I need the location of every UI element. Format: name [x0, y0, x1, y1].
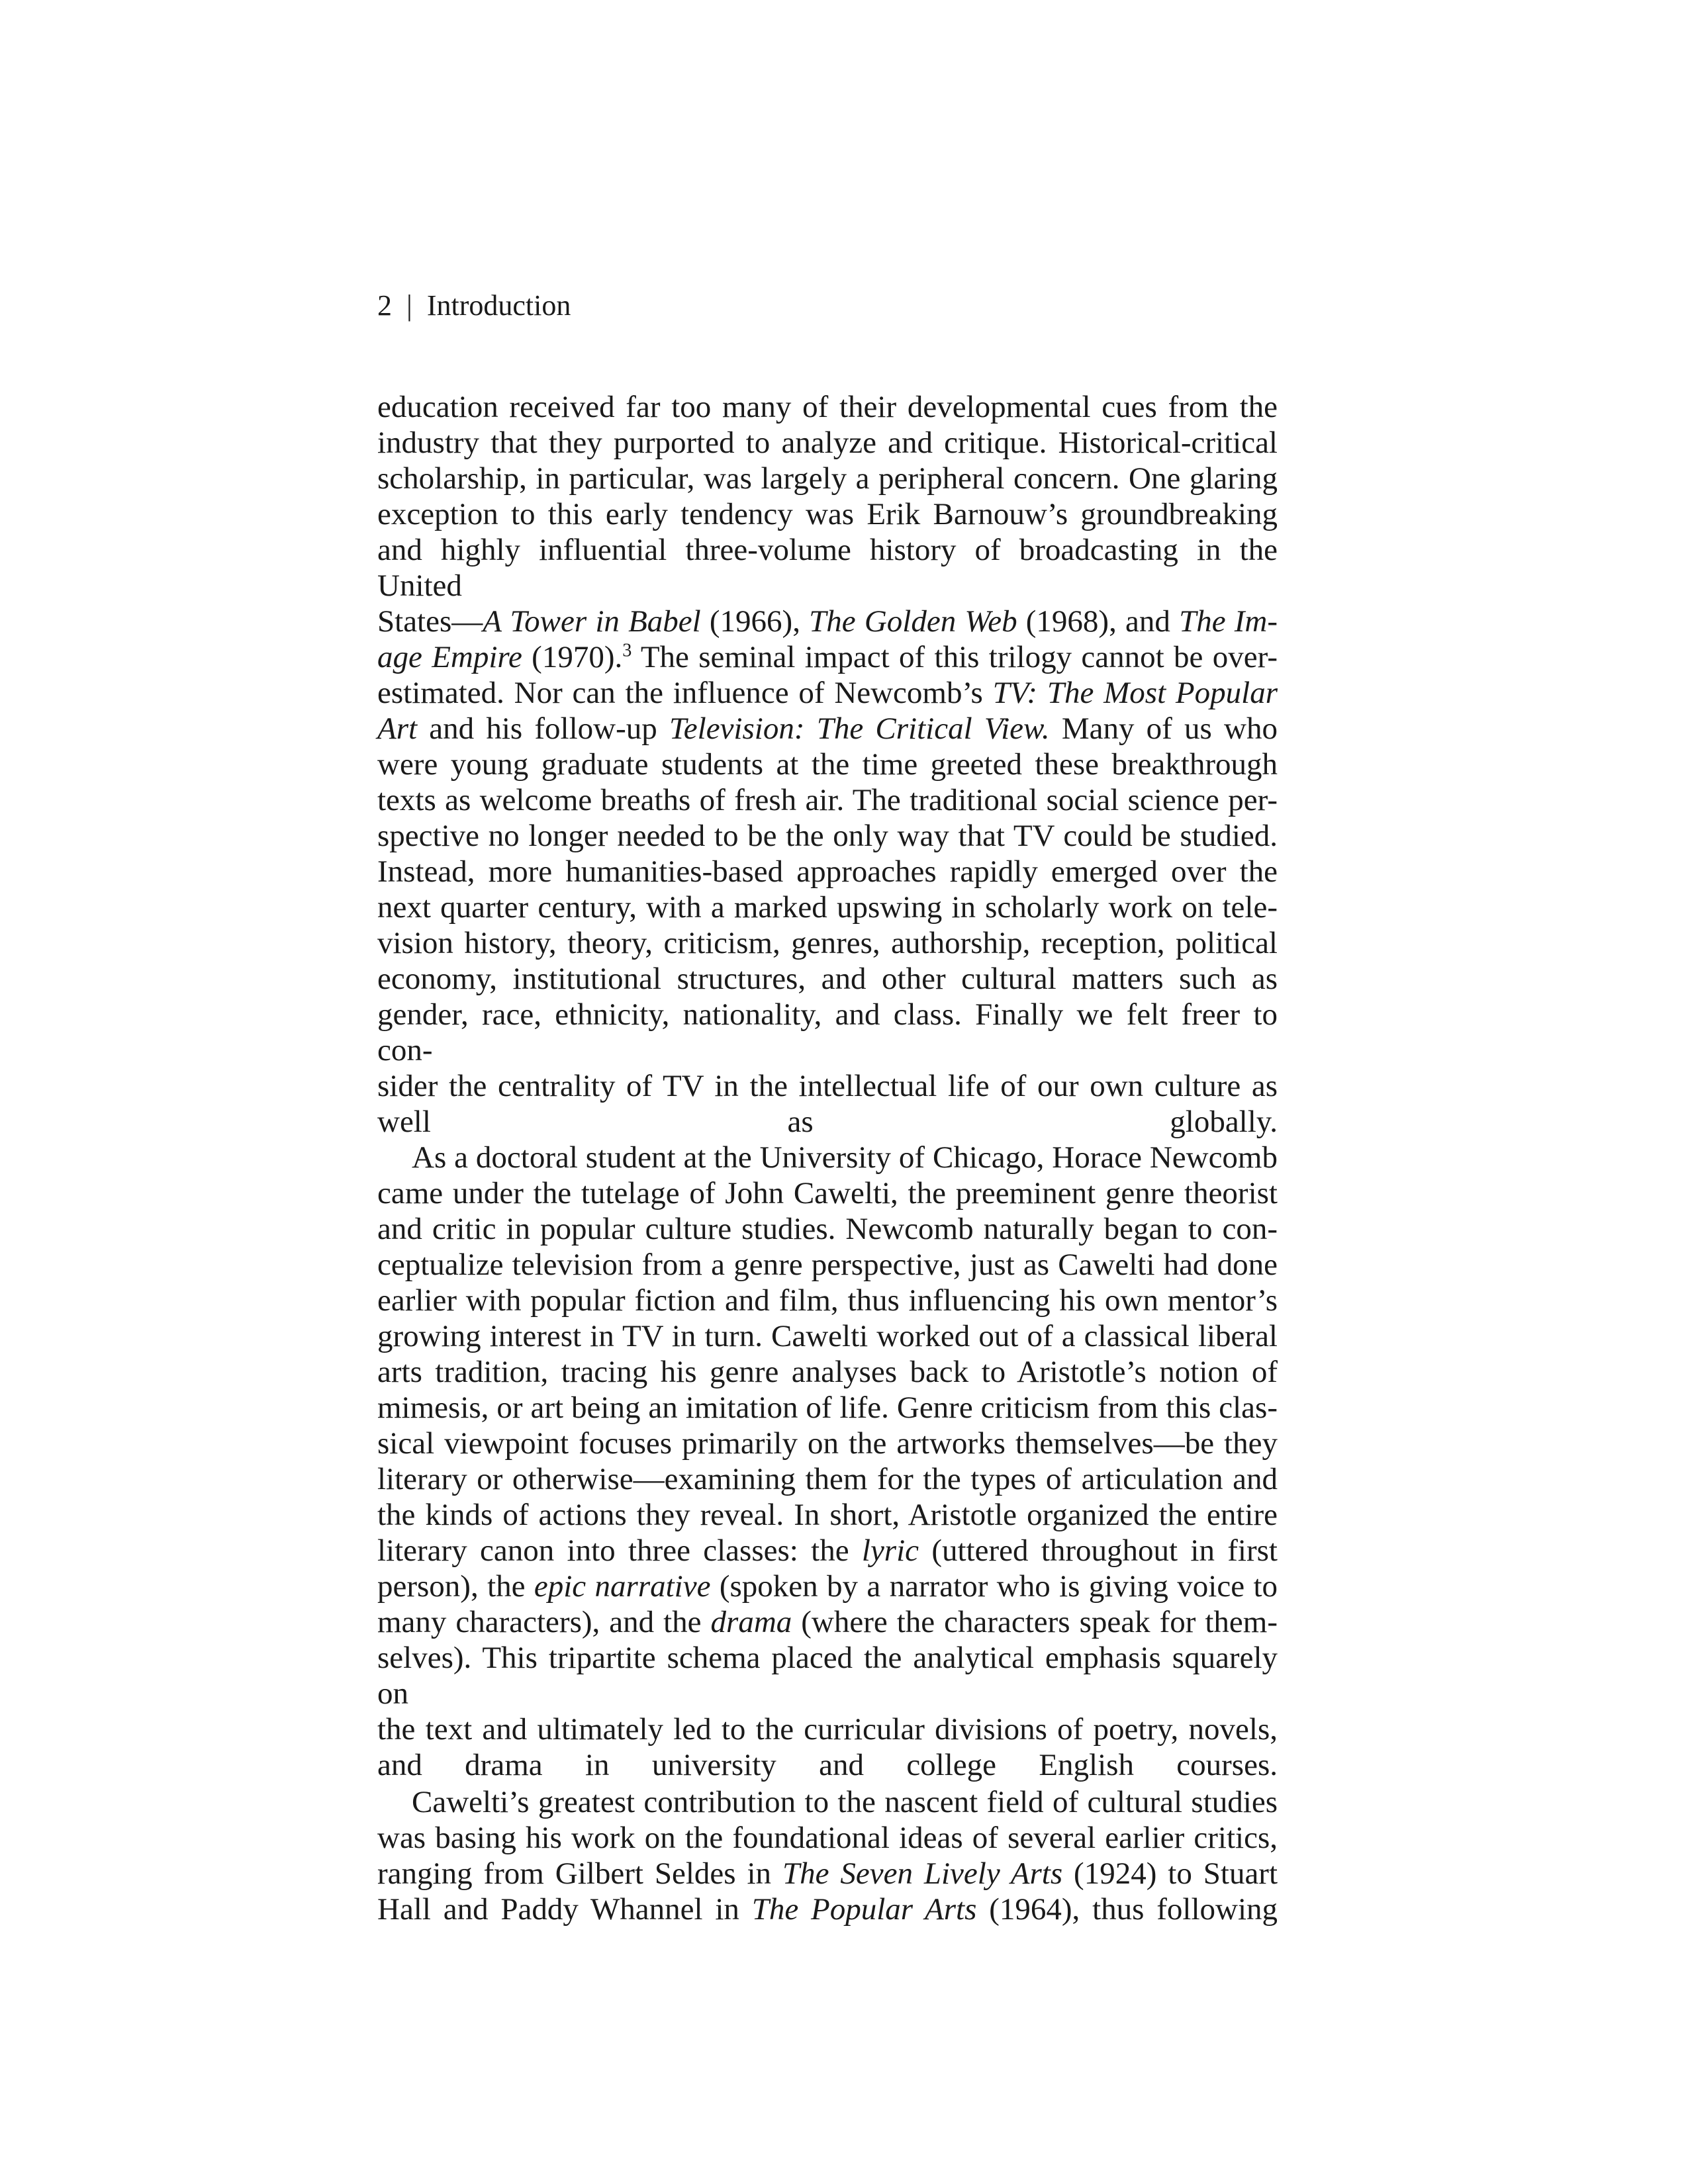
- footnote-reference: 3: [622, 640, 632, 661]
- book-title: The Popular Arts: [751, 1892, 977, 1927]
- emphasis-term: epic narrative: [534, 1569, 711, 1604]
- body-text: [377, 389, 1278, 1927]
- text-line: scholarship, in particular, was largely a peripheral concern. One glaring: [377, 461, 1278, 496]
- text-run: (1966),: [700, 604, 810, 639]
- book-title: The Golden Web: [809, 604, 1017, 639]
- book-title: The Seven Lively Arts: [782, 1856, 1063, 1891]
- text-run: (where the characters speak for them-: [792, 1605, 1278, 1639]
- text-line: Instead, more humanities-based approaches rapidly emerged over the: [377, 854, 1278, 889]
- text-run: (1970).: [522, 640, 623, 674]
- text-line: came under the tutelage of John Cawelti, the preeminent genre theorist: [377, 1176, 1278, 1210]
- text-run: (1968), and: [1017, 604, 1180, 639]
- emphasis-term: lyric: [861, 1533, 919, 1568]
- paragraph-2: [377, 1140, 1278, 1783]
- text-line: [377, 604, 1278, 639]
- text-run: (1964), thus following: [976, 1892, 1278, 1927]
- text-run: Many of us who: [1049, 711, 1278, 746]
- text-line: education received far too many of their developmental cues from the: [377, 390, 1278, 424]
- paragraph-1: [377, 389, 1278, 1140]
- text-line: the kinds of actions they reveal. In short, Aristotle organized the entire: [377, 1498, 1278, 1532]
- text-run: Hall and Paddy Whannel in: [377, 1892, 752, 1927]
- text-run: (spoken by a narrator who is giving voice to: [710, 1569, 1278, 1604]
- text-line: mimesis, or art being an imitation of life. Genre criticism from this clas-: [377, 1390, 1278, 1425]
- text-line: [377, 1604, 1278, 1640]
- text-line: As a doctoral student at the University of Chicago, Horace Newcomb: [412, 1140, 1278, 1175]
- text-line: ceptualize television from a genre perspective, just as Cawelti had done: [377, 1248, 1278, 1282]
- text-run: (1924) to Stuart: [1062, 1856, 1278, 1891]
- text-line: next quarter century, with a marked upswing in scholarly work on tele-: [377, 890, 1278, 925]
- text-line: [377, 1891, 1278, 1927]
- text-run: person), the: [377, 1569, 534, 1604]
- book-title: age Empire: [377, 640, 522, 674]
- text-line: [377, 1856, 1278, 1891]
- text-line: was basing his work on the foundational ideas of several earlier critics,: [377, 1821, 1278, 1855]
- text-line: were young graduate students at the time greeted these breakthrough: [377, 747, 1278, 782]
- book-title: Television: The Critical View.: [669, 711, 1050, 746]
- text-line: exception to this early tendency was Erik Barnouw’s groundbreaking: [377, 497, 1278, 531]
- emphasis-term: drama: [710, 1605, 792, 1639]
- text-run: (uttered throughout in first: [919, 1533, 1278, 1568]
- text-line: [377, 1569, 1278, 1604]
- text-run: literary canon into three classes: the: [377, 1533, 862, 1568]
- text-line: vision history, theory, criticism, genres, authorship, reception, political: [377, 926, 1278, 960]
- text-line: [377, 639, 1278, 675]
- text-line: texts as welcome breaths of fresh air. The traditional social science per-: [377, 783, 1278, 817]
- book-title: A Tower in Babel: [483, 604, 701, 639]
- text-line: [377, 711, 1278, 747]
- text-run: many characters), and the: [377, 1605, 711, 1639]
- paragraph-3: [377, 1784, 1278, 1927]
- text-line: literary or otherwise—examining them for the types of articulation and: [377, 1462, 1278, 1496]
- text-line: spective no longer needed to be the only way that TV could be studied.: [377, 819, 1278, 853]
- text-line: well as globally.: [377, 1105, 1278, 1139]
- running-head: [377, 286, 571, 326]
- text-line: arts tradition, tracing his genre analyses back to Aristotle’s notion of: [377, 1355, 1278, 1389]
- text-line: [377, 1533, 1278, 1569]
- header-separator: |: [406, 289, 412, 322]
- text-line: and critic in popular culture studies. Newcomb naturally began to con-: [377, 1212, 1278, 1246]
- book-title: The Im-: [1179, 604, 1278, 639]
- text-line: sider the centrality of TV in the intellectual life of our own culture as: [377, 1069, 1278, 1103]
- text-run: The seminal impact of this trilogy cannot be over-: [632, 640, 1278, 674]
- text-line: sical viewpoint focuses primarily on the artworks themselves—be they: [377, 1426, 1278, 1461]
- text-line: economy, institutional structures, and other cultural matters such as: [377, 962, 1278, 996]
- text-run: ranging from Gilbert Seldes in: [377, 1856, 782, 1891]
- text-run: and his follow-up: [417, 711, 669, 746]
- text-line: and highly influential three-volume history of broadcasting in the United: [377, 533, 1278, 603]
- book-title: TV: The Most Popular: [992, 676, 1278, 710]
- section-title: Introduction: [426, 289, 571, 322]
- text-run: States—: [377, 604, 483, 639]
- text-line: and drama in university and college English courses.: [377, 1748, 1278, 1782]
- text-run: estimated. Nor can the influence of Newcomb’s: [377, 676, 993, 710]
- text-line: Cawelti’s greatest contribution to the nascent field of cultural studies: [412, 1785, 1278, 1819]
- text-line: gender, race, ethnicity, nationality, and class. Finally we felt freer to con-: [377, 997, 1278, 1068]
- book-title: Art: [377, 711, 418, 746]
- text-line: earlier with popular fiction and film, thus influencing his own mentor’s: [377, 1283, 1278, 1318]
- text-line: growing interest in TV in turn. Cawelti worked out of a classical liberal: [377, 1319, 1278, 1353]
- text-line: the text and ultimately led to the curricular divisions of poetry, novels,: [377, 1712, 1278, 1747]
- page-number: 2: [377, 289, 392, 322]
- text-line: industry that they purported to analyze and critique. Historical-critical: [377, 426, 1278, 460]
- text-line: selves). This tripartite schema placed the analytical emphasis squarely on: [377, 1641, 1278, 1711]
- text-line: [377, 675, 1278, 711]
